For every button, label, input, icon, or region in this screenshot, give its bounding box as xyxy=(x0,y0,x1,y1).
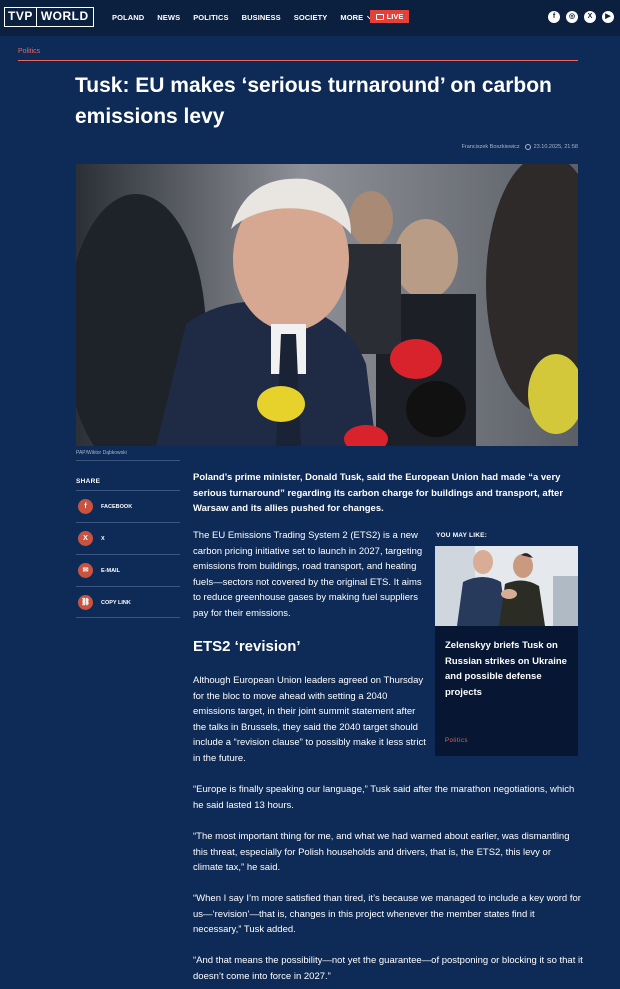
share-copy-link-label: COPY LINK xyxy=(101,599,131,606)
share-title: SHARE xyxy=(76,478,101,485)
envelope-icon: ✉ xyxy=(78,563,93,578)
article-paragraph: “When I say I’m more satisfied than tired, it’s because we managed to include a key word for us—‘revision’—that is, changes in this project whenever the member states find it necessary,” Tusk added. xyxy=(193,893,581,935)
article-title: Tusk: EU makes ‘serious turnaround’ on carbon emissions levy xyxy=(75,74,552,128)
nav-item-politics[interactable]: POLITICS xyxy=(193,13,229,22)
author-name[interactable]: Franciszek Boszkiewicz xyxy=(461,144,520,150)
nav-item-news[interactable]: NEWS xyxy=(157,13,181,22)
top-navigation-bar xyxy=(0,0,620,36)
article-paragraph: The EU Emissions Trading System 2 (ETS2) is a new carbon pricing initiative set to launch in 2027, targeting emissions from buildings, road transport, and heating fuels—sectors not covered by the original ETS. It aims to reduce greenhouse gases by making fuel suppliers pay for their emissions. xyxy=(193,530,423,619)
x-icon[interactable]: X xyxy=(584,11,596,23)
share-copy-link[interactable] xyxy=(76,586,180,618)
share-email[interactable] xyxy=(76,554,180,586)
publish-datetime: 23.10.2025, 21:58 xyxy=(533,144,578,150)
live-button[interactable] xyxy=(370,10,409,23)
article-paragraph: “And that means the possibility—not yet the guarantee—of postponing or blocking it so that it doesn’t come into force in 2027.” xyxy=(193,955,583,982)
logo-world-text: WORLD xyxy=(40,9,89,23)
related-article-image[interactable] xyxy=(435,546,578,626)
share-divider xyxy=(76,617,180,618)
live-label: LIVE xyxy=(386,12,404,21)
article-lead: Poland’s prime minister, Donald Tusk, said the European Union had made “a very serious turnaround” regarding its carbon charge for buildings and transport, after Warsaw and its allies pushed for changes. xyxy=(193,472,564,514)
hero-photo xyxy=(76,164,578,446)
nav-item-poland[interactable]: POLAND xyxy=(112,13,145,22)
header-divider xyxy=(18,60,578,61)
article-subheading: ETS2 ‘revision’ xyxy=(193,638,301,655)
related-article-card[interactable] xyxy=(435,546,578,756)
nav-item-more[interactable] xyxy=(340,12,373,24)
share-x[interactable] xyxy=(76,522,180,554)
related-photo-illustration xyxy=(435,546,578,626)
byline xyxy=(462,143,578,151)
you-may-like-heading: YOU MAY LIKE: xyxy=(436,532,487,539)
social-links xyxy=(548,11,614,23)
share-x-label: X xyxy=(101,535,105,542)
share-facebook-label: FACEBOOK xyxy=(101,503,133,510)
hero-photo-illustration xyxy=(76,164,578,446)
nav-item-society[interactable]: SOCIETY xyxy=(293,13,328,22)
youtube-icon[interactable]: ▶ xyxy=(602,11,614,23)
nav-item-business[interactable]: BUSINESS xyxy=(241,13,281,22)
link-icon: ⛓ xyxy=(78,595,93,610)
share-email-label: E-MAIL xyxy=(101,567,120,574)
live-tv-icon xyxy=(376,14,384,20)
related-article-tag[interactable]: Politics xyxy=(445,738,469,744)
caption-divider xyxy=(76,460,180,461)
facebook-icon[interactable]: f xyxy=(548,11,560,23)
main-nav xyxy=(112,12,386,24)
nav-more-label: MORE xyxy=(340,13,364,22)
clock-icon xyxy=(525,144,531,150)
facebook-icon: f xyxy=(78,499,93,514)
article-paragraph: “Europe is finally speaking our language,” Tusk said after the marathon negotiations, which he said lasted 13 hours. xyxy=(193,784,575,811)
article-paragraph: “The most important thing for me, and what we had warned about earlier, was dismantling this threat, especially for Polish households and drivers, that is, the ETS2, this levy or climate tax,” he said. xyxy=(193,831,570,873)
tvp-world-logo[interactable] xyxy=(4,7,94,27)
section-label[interactable]: Politics xyxy=(18,48,41,55)
article-paragraph: Although European Union leaders agreed on Thursday for the bloc to move ahead with setting a 2040 emissions target, in their joint summit statement after the talks in Brussels, they said the 2040 target should include a “revision clause” to possibly make it less strict in the future. xyxy=(193,675,426,764)
share-facebook[interactable] xyxy=(76,490,180,522)
logo-tvp-text: TVP xyxy=(5,8,37,26)
photo-credit: PAP/Wiktor Dąbkowski xyxy=(76,450,127,456)
x-icon: X xyxy=(78,531,93,546)
instagram-icon[interactable]: ◎ xyxy=(566,11,578,23)
related-article-title[interactable]: Zelenskyy briefs Tusk on Russian strikes on Ukraine and possible defense projects xyxy=(445,640,567,698)
